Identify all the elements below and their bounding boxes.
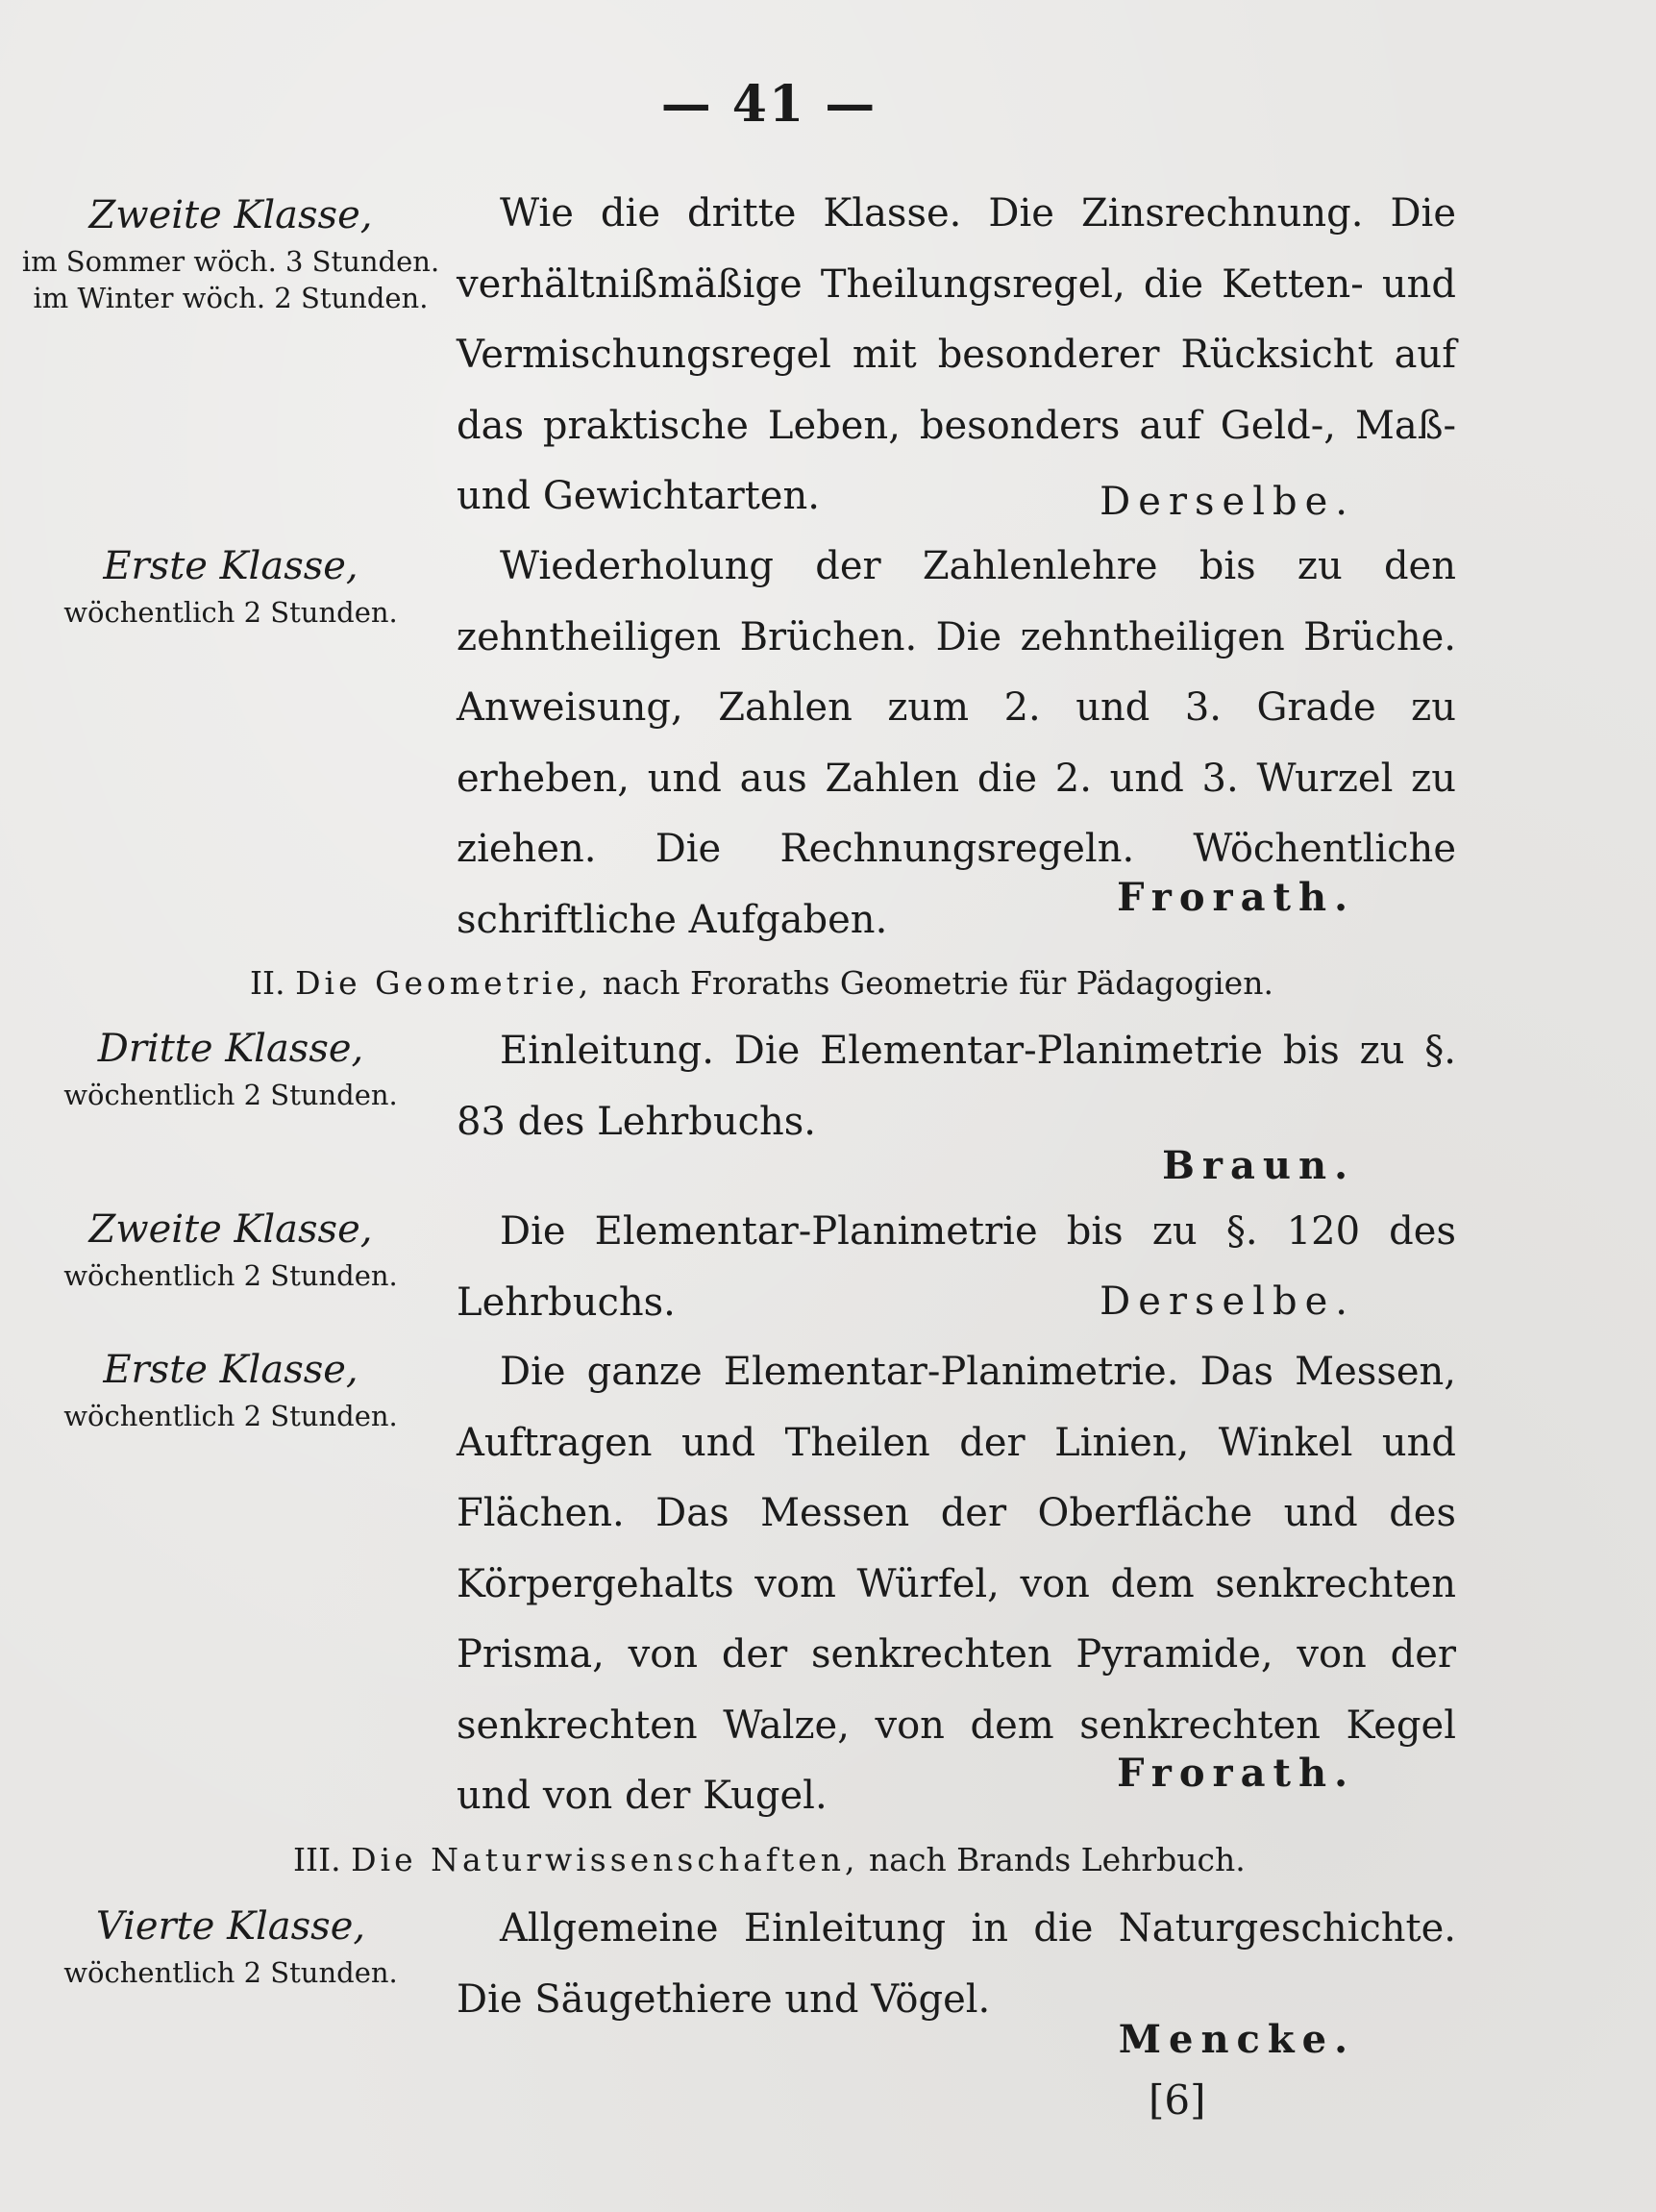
- class-margin-note: [19, 1021, 442, 1113]
- section-heading: [250, 959, 1273, 1007]
- lesson-text: Einleitung. Die Elementar-Planimetrie bis zu §. 83 des Lehrbuchs.: [457, 1029, 1456, 1144]
- teacher-name: Braun.: [1162, 1143, 1355, 1188]
- section-title: Die Geometrie,: [295, 964, 593, 1002]
- teacher-name: Frorath.: [1117, 875, 1355, 920]
- signature-mark: [6]: [1149, 2076, 1206, 2124]
- class-label: Zweite Klasse,: [88, 1207, 373, 1252]
- class-margin-note: [19, 1202, 442, 1294]
- section-title: Die Naturwissenschaften,: [351, 1841, 859, 1878]
- class-margin-note: [19, 1342, 442, 1434]
- class-label: Zweite Klasse,: [88, 193, 373, 237]
- teacher-name: Mencke.: [1118, 2017, 1355, 2062]
- hours-line: wöchentlich 2 Stunden.: [63, 1400, 398, 1432]
- section-numeral: III.: [293, 1841, 341, 1878]
- class-label: Erste Klasse,: [103, 1348, 358, 1392]
- class-label: Erste Klasse,: [103, 544, 358, 588]
- page-number: — 41 —: [660, 75, 877, 134]
- lesson-text: Die Elementar-Planimetrie bis zu §. 120 des Lehrbuchs.: [457, 1209, 1456, 1325]
- section-source: nach Brands Lehrbuch.: [869, 1841, 1246, 1878]
- lesson-text: Die ganze Elementar-Planimetrie. Das Messen, Auftragen und Theilen der Linien, Winkel und Flächen. Das Messen der Oberfläche und des Körpergehalts vom Würfel, von dem senkrechten Prisma, von der senkrechten Pyramide, von der senkrechten Walze, von dem senkrechten Kegel und von der Kugel.: [457, 1350, 1456, 1818]
- class-margin-note: [19, 187, 442, 316]
- section-heading: [293, 1836, 1246, 1884]
- hours-line: im Sommer wöch. 3 Stunden.: [21, 245, 440, 278]
- hours-line: wöchentlich 2 Stunden.: [63, 1956, 398, 1989]
- lesson-text: Wie die dritte Klasse. Die Zinsrechnung. Die verhältnißmäßige Theilungsregel, die Ketten- und Vermischungsregel mit besonderer Rücksicht auf das praktische Leben, besonders auf Geld-, Maß- und Gewichtarten.: [457, 191, 1456, 518]
- hours-line: im Winter wöch. 2 Stunden.: [33, 282, 429, 314]
- class-label: Vierte Klasse,: [95, 1904, 366, 1949]
- teacher-name: Derselbe.: [1100, 480, 1355, 524]
- hours-line: wöchentlich 2 Stunden.: [63, 596, 398, 629]
- hours-line: wöchentlich 2 Stunden.: [63, 1079, 398, 1111]
- teacher-name: Derselbe.: [1100, 1280, 1355, 1324]
- hours-line: wöchentlich 2 Stunden.: [63, 1259, 398, 1292]
- section-numeral: II.: [250, 964, 285, 1002]
- class-label: Dritte Klasse,: [97, 1027, 364, 1071]
- teacher-name: Frorath.: [1117, 1751, 1355, 1796]
- section-source: nach Froraths Geometrie für Pädagogien.: [602, 964, 1273, 1002]
- class-margin-note: [19, 1899, 442, 1991]
- class-margin-note: [19, 538, 442, 631]
- lesson-text: Wiederholung der Zahlenlehre bis zu den zehntheiligen Brüchen. Die zehntheiligen Brüche. Anweisung, Zahlen zum 2. und 3. Grade zu erheben, und aus Zahlen die 2. und 3. Wurzel zu ziehen. Die Rechnungsregeln. Wöchentliche schriftliche Aufgaben.: [457, 544, 1456, 942]
- lesson-text: Allgemeine Einleitung in die Naturgeschichte. Die Säugethiere und Vögel.: [457, 1906, 1456, 2022]
